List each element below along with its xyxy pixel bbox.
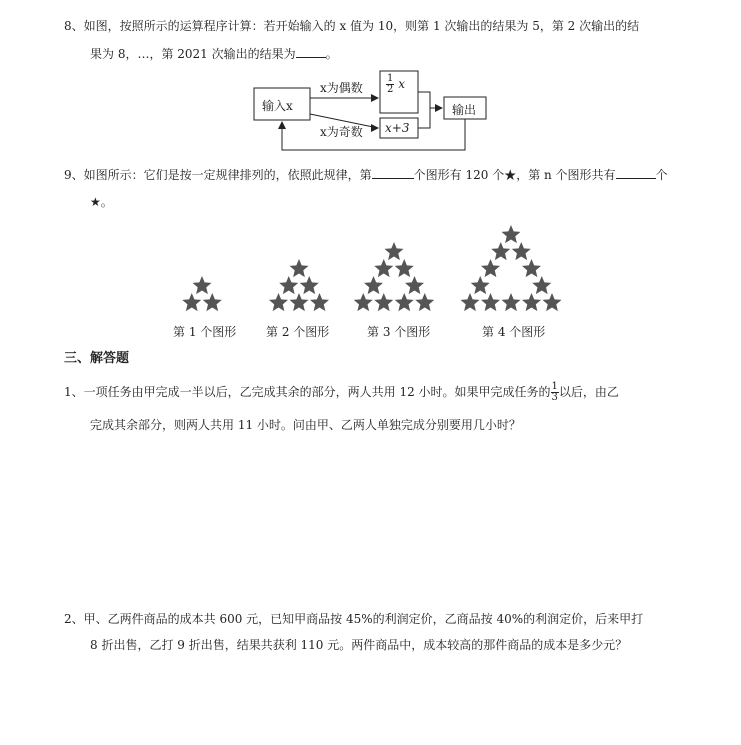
q9-answer-blank-1[interactable] xyxy=(372,166,414,179)
star-icon xyxy=(501,225,520,243)
star-icon xyxy=(481,259,500,277)
star-icon xyxy=(532,276,551,294)
q9-answer-blank-2[interactable] xyxy=(616,166,656,179)
q9-text-b: 个图形有 120 个★，第 n 个图形共有 xyxy=(413,168,616,182)
star-icon xyxy=(364,276,383,294)
star-icon xyxy=(269,293,288,311)
flow-output-label: 输出 xyxy=(452,103,477,117)
q8-number: 8、 xyxy=(64,19,84,33)
q9-line2: ★。 xyxy=(90,195,113,209)
star-figures xyxy=(182,225,561,311)
star-icon xyxy=(415,293,434,311)
p1-line2: 完成其余部分，则两人共用 11 小时。问由甲、乙两人单独完成分别要用几小时？ xyxy=(90,418,521,432)
q9-line1 xyxy=(64,166,668,183)
p2-number: 2、 xyxy=(64,612,84,626)
star-icon xyxy=(354,293,373,311)
star-icon xyxy=(522,259,541,277)
caption-figure-1: 第 1 个图形 xyxy=(173,325,237,339)
star-icon xyxy=(374,293,393,311)
star-icon xyxy=(279,276,298,294)
p1-fraction xyxy=(551,382,559,403)
q8-text-2-end: 。 xyxy=(325,47,338,61)
star-icon xyxy=(182,293,201,311)
p1-frac-den: 3 xyxy=(551,392,558,403)
caption-figure-3: 第 3 个图形 xyxy=(367,325,431,339)
q9-text-a: 如图所示：它们是按一定规律排列的，依照此规律，第 xyxy=(83,168,372,182)
flow-half-den: 2 xyxy=(387,84,394,95)
star-icon xyxy=(481,293,500,311)
star-icon xyxy=(522,293,541,311)
star-icon xyxy=(542,293,561,311)
star-icon xyxy=(501,293,520,311)
flow-half-num: 1 xyxy=(387,73,394,84)
p1-number: 1、 xyxy=(64,385,84,399)
star-icon xyxy=(300,276,319,294)
star-icon xyxy=(374,259,393,277)
star-icon xyxy=(289,259,308,277)
star-icon xyxy=(289,293,308,311)
p2-line2: 8 折出售，乙打 9 折出售，结果共获利 110 元。两件商品中，成本较高的那件商品的成本是多少元？ xyxy=(90,638,628,652)
flow-arrow-half-out xyxy=(418,92,442,108)
star-icon xyxy=(310,293,329,311)
p1-frac-num: 1 xyxy=(551,381,558,392)
flow-half-var: x xyxy=(398,77,405,91)
star-icon xyxy=(395,259,414,277)
flow-loop-arrow xyxy=(282,119,465,150)
p1-line1 xyxy=(64,382,619,403)
q8-text-1: 如图，按照所示的运算程序计算：若开始输入的 x 值为 10，则第 1 次输出的结果为 5，第 2 次输出的结 xyxy=(83,19,640,33)
star-icon xyxy=(460,293,479,311)
star-icon xyxy=(192,276,211,294)
star-icon xyxy=(203,293,222,311)
flow-odd-label: x为奇数 xyxy=(320,125,363,139)
star-icon xyxy=(405,276,424,294)
caption-figure-4: 第 4 个图形 xyxy=(482,325,546,339)
p1-text-b: 以后，由乙 xyxy=(558,385,619,399)
star-icon xyxy=(491,242,510,260)
star-icon xyxy=(384,242,403,260)
q8-text-2: 果为 8，…，第 2021 次输出的结果为 xyxy=(90,47,296,61)
p1-text-a: 一项任务由甲完成一半以后，乙完成其余的部分，两人共用 12 小时。如果甲完成任务的 xyxy=(83,385,551,399)
p2-line1 xyxy=(64,610,643,627)
flow-line-plus3-out xyxy=(418,108,430,128)
q9-number: 9、 xyxy=(64,168,84,182)
star-icon xyxy=(512,242,531,260)
flow-plus3-label: x+3 xyxy=(385,121,410,135)
star-icon xyxy=(471,276,490,294)
flow-input-label: 输入x xyxy=(262,99,293,113)
flow-even-label: x为偶数 xyxy=(320,81,363,95)
caption-figure-2: 第 2 个图形 xyxy=(266,325,330,339)
section-title: 三、解答题 xyxy=(64,351,130,366)
p2-text-1: 甲、乙两件商品的成本共 600 元，已知甲商品按 45%的利润定价，乙商品按 40%的利润定价，后来甲打 xyxy=(83,612,644,626)
q9-text-c: 个 xyxy=(655,168,668,182)
star-icon xyxy=(395,293,414,311)
flow-half-expr xyxy=(386,74,405,95)
